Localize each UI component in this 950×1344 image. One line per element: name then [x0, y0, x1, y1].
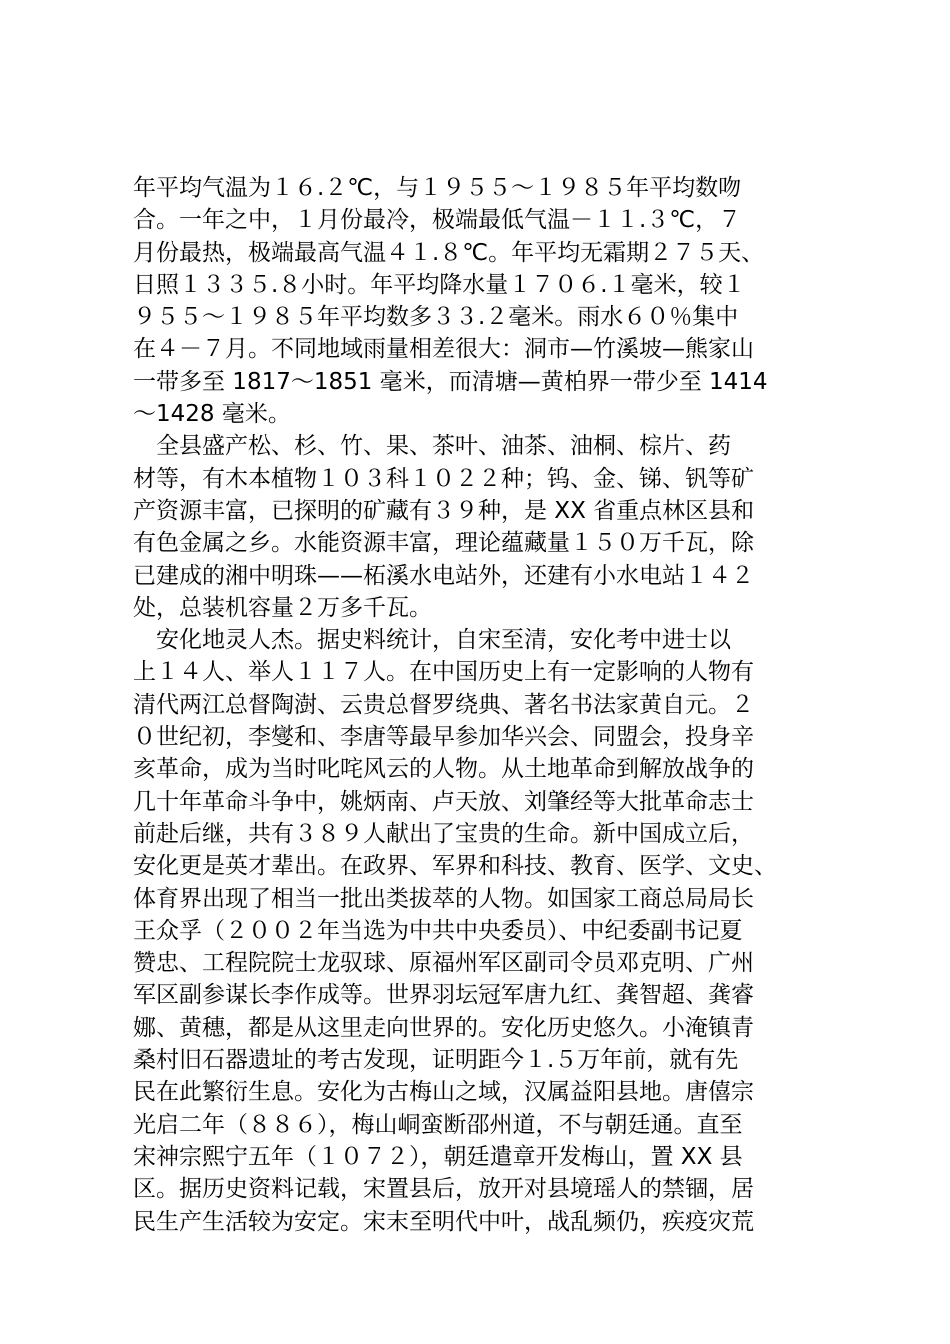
text-line: 月份最热，极端最高气温４１.８℃。年平均无霜期２７５天、 — [133, 239, 765, 266]
text-line: 安化更是英才辈出。在政界、军界和科技、教育、医学、文史、 — [133, 853, 777, 880]
text-line: 清代两江总督陶澍、云贵总督罗绕典、著名书法家黄自元。２ — [133, 691, 754, 718]
text-line: 材等，有木本植物１０３科１０２２种；钨、金、锑、钒等矿 — [133, 465, 754, 492]
text-line: 赞忠、工程院院士龙驭球、原福州军区副司令员邓克明、广州 — [133, 950, 754, 977]
text-line: 日照１３３５.８小时。年平均降水量１７０６.１毫米，较１ — [133, 271, 746, 298]
text-line: 上１４人、举人１１７人。在中国历史上有一定影响的人物有 — [133, 659, 754, 686]
text-line: ～1428 毫米。 — [133, 401, 291, 428]
text-line: 一带多至 1817～1851 毫米，而清塘—黄柏界一带少至 1414 — [133, 368, 768, 395]
text-line: 王众孚（２００２年当选为中共中央委员）、中纪委副书记夏 — [133, 917, 743, 944]
text-line: 光启二年（８８６），梅山峒蛮断邵州道，不与朝廷通。直至 — [133, 1111, 743, 1138]
text-line: 几十年革命斗争中，姚炳南、卢天放、刘肇经等大批革命志士 — [133, 788, 754, 815]
text-line: 处，总装机容量２万多千瓦。 — [133, 594, 432, 621]
text-line: 区。据历史资料记载，宋置县后，放开对县境瑶人的禁锢，居 — [133, 1176, 754, 1203]
text-line: 全县盛产松、杉、竹、果、茶叶、油茶、油桐、棕片、药 — [133, 433, 731, 460]
text-line: 前赴后继，共有３８９人献出了宝贵的生命。新中国成立后， — [133, 820, 754, 847]
text-line: 军区副参谋长李作成等。世界羽坛冠军唐九红、龚智超、龚睿 — [133, 982, 754, 1009]
body-text — [133, 172, 833, 1238]
text-line: 已建成的湘中明珠——柘溪水电站外，还建有小水电站１４２ — [133, 562, 754, 589]
text-line: 民生产生活较为安定。宋末至明代中叶，战乱频仍，疾疫灾荒 — [133, 1208, 754, 1235]
text-line: 产资源丰富，已探明的矿藏有３９种，是 XX 省重点林区县和 — [133, 497, 755, 524]
text-line: 有色金属之乡。水能资源丰富，理论蕴藏量１５０万千瓦，除 — [133, 530, 754, 557]
text-line: ０世纪初，李燮和、李唐等最早参加华兴会、同盟会，投身辛 — [133, 724, 754, 751]
text-line: 桑村旧石器遗址的考古发现，证明距今１.５万年前，就有先 — [133, 1047, 739, 1074]
text-line: 安化地灵人杰。据史料统计，自宋至清，安化考中进士以 — [133, 627, 731, 654]
text-line: 年平均气温为１６.２℃，与１９５５～１９８５年平均数吻 — [133, 175, 742, 201]
text-line: 体育界出现了相当一批出类拔萃的人物。如国家工商总局局长 — [133, 885, 754, 912]
text-line: 在４－７月。不同地域雨量相差很大：洞市—竹溪坡—熊家山 — [133, 336, 754, 363]
text-line: 娜、黄穗，都是从这里走向世界的。安化历史悠久。小淹镇青 — [133, 1014, 754, 1041]
text-line: 宋神宗熙宁五年（１０７２），朝廷遣章开发梅山，置 XX 县 — [133, 1143, 743, 1170]
text-line: 民在此繁衍生息。安化为古梅山之域，汉属益阳县地。唐僖宗 — [133, 1079, 754, 1106]
text-line: ９５５～１９８５年平均数多３３.２毫米。雨水６０％集中 — [133, 304, 739, 331]
text-line: 亥革命，成为当时叱咤风云的人物。从土地革命到解放战争的 — [133, 756, 754, 783]
text-line: 合。一年之中，１月份最冷，极端最低气温－１１.３℃，７ — [133, 207, 742, 234]
